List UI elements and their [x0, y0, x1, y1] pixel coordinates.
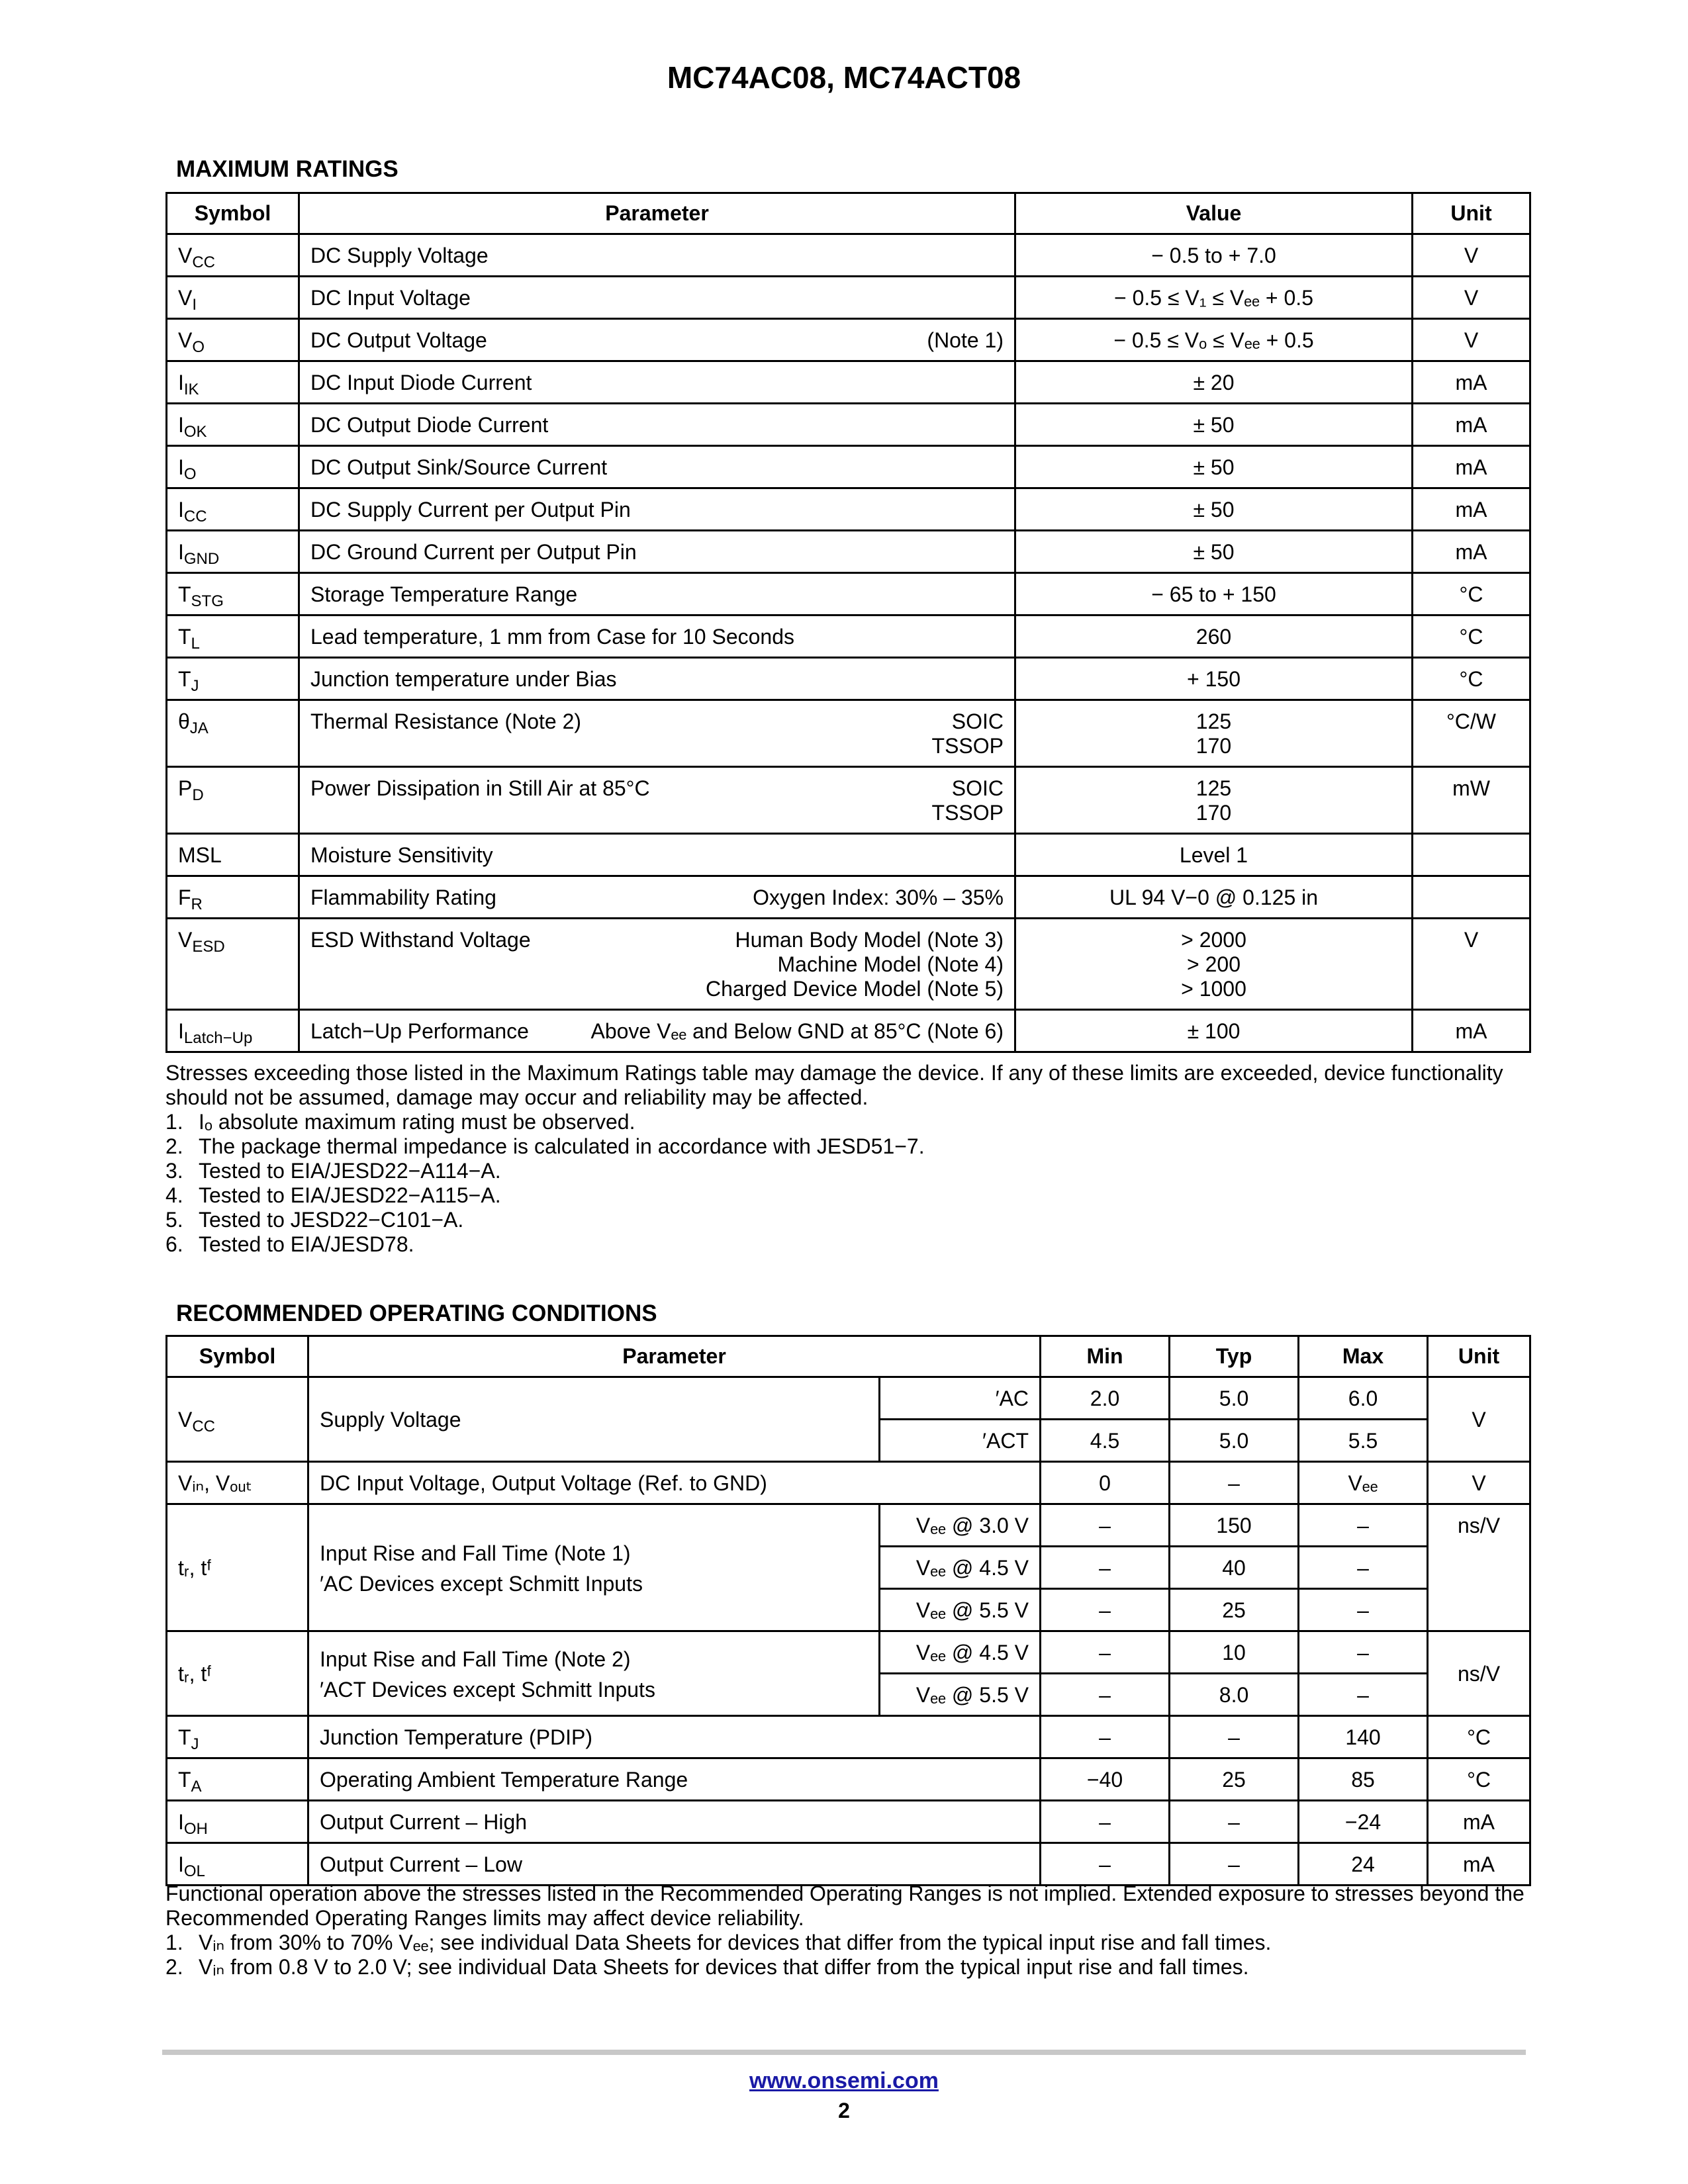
footnote: 5. Tested to JESD22−C101−A.: [165, 1208, 464, 1232]
condition-cell: ′AC: [880, 1377, 1041, 1420]
table-row: [167, 1462, 1530, 1504]
typ-cell: 25: [1170, 1589, 1299, 1631]
unit-cell: V: [1413, 277, 1530, 319]
table-row: [167, 488, 1530, 531]
table-row: [167, 1758, 1530, 1801]
unit-cell: V: [1413, 919, 1530, 1010]
parameter-name: Power Dissipation in Still Air at 85°C: [310, 776, 650, 800]
symbol-cell: $I_{IK}$: [167, 361, 299, 404]
min-cell: 4.5: [1041, 1420, 1170, 1462]
parameter-name: Thermal Resistance (Note 2): [310, 709, 582, 733]
symbol-cell: Vᵢₙ, Vₒᵤₜ: [167, 1462, 308, 1504]
symbol-cell: $\theta_{JA}$: [167, 700, 299, 767]
parameter-condition: Human Body Model (Note 3) Machine Model (Note 4) Charged Device Model (Note 5): [706, 928, 1004, 1001]
footnote: 1. Iₒ absolute maximum rating must be observed.: [165, 1110, 635, 1134]
table-row: [167, 834, 1530, 876]
condition-cell: Vₑₑ @ 5.5 V: [880, 1674, 1041, 1716]
value-cell: UL 94 V−0 @ 0.125 in: [1015, 876, 1413, 919]
min-cell: –: [1041, 1843, 1170, 1886]
symbol-cell: $T_L$: [167, 615, 299, 658]
symbol-cell: MSL: [167, 834, 299, 876]
value-cell: ± 20: [1015, 361, 1413, 404]
max-cell: Vₑₑ: [1299, 1462, 1428, 1504]
table-row: [167, 277, 1530, 319]
value-cell: − 65 to + 150: [1015, 573, 1413, 615]
parameter-cell: [299, 834, 1015, 876]
symbol-cell: $I_{GND}$: [167, 531, 299, 573]
value-cell: ± 50: [1015, 404, 1413, 446]
unit-cell: °C: [1428, 1716, 1530, 1758]
unit-cell: mA: [1413, 404, 1530, 446]
unit-cell: [1413, 876, 1530, 919]
parameter-cell: [299, 531, 1015, 573]
min-cell: 0: [1041, 1462, 1170, 1504]
parameter-name: Lead temperature, 1 mm from Case for 10 Seconds: [310, 625, 795, 649]
parameter-condition: SOIC TSSOP: [931, 709, 1004, 758]
footnote-text: Tested to EIA/JESD78.: [199, 1232, 414, 1256]
value-cell: Level 1: [1015, 834, 1413, 876]
value-cell: 125 170: [1015, 767, 1413, 834]
footnote: 6. Tested to EIA/JESD78.: [165, 1232, 414, 1256]
unit-cell: °C: [1413, 573, 1530, 615]
condition-cell: Vₑₑ @ 5.5 V: [880, 1589, 1041, 1631]
symbol-cell: $T_J$: [167, 1716, 308, 1758]
min-cell: –: [1041, 1631, 1170, 1674]
rec-conditions-notes: [165, 1882, 1529, 1979]
parameter-name: DC Supply Current per Output Pin: [310, 498, 631, 522]
symbol-cell: $P_D$: [167, 767, 299, 834]
column-header: Typ: [1170, 1336, 1299, 1377]
value-cell: − 0.5 ≤ Vₒ ≤ Vₑₑ + 0.5: [1015, 319, 1413, 361]
min-cell: –: [1041, 1547, 1170, 1589]
unit-cell: °C: [1413, 615, 1530, 658]
symbol-cell: $V_{CC}$: [167, 234, 299, 277]
footnote-text: Vᵢₙ from 0.8 V to 2.0 V; see individual Data Sheets for devices that differ from the typical input rise and fall times.: [199, 1955, 1249, 1979]
value-cell: ± 50: [1015, 531, 1413, 573]
value-cell: 260: [1015, 615, 1413, 658]
parameter-cell: [299, 919, 1015, 1010]
column-header: Value: [1015, 193, 1413, 234]
parameter-name: Junction temperature under Bias: [310, 667, 617, 691]
unit-cell: V: [1428, 1462, 1530, 1504]
typ-cell: 150: [1170, 1504, 1299, 1547]
max-cell: –: [1299, 1504, 1428, 1547]
parameter-cell: Supply Voltage: [308, 1377, 880, 1462]
value-cell: ± 100: [1015, 1010, 1413, 1052]
column-header: Parameter: [299, 193, 1015, 234]
parameter-line: ′AC Devices except Schmitt Inputs: [320, 1571, 643, 1596]
typ-cell: –: [1170, 1843, 1299, 1886]
table-row: [167, 1843, 1530, 1886]
symbol-cell: $T_{STG}$: [167, 573, 299, 615]
symbol-cell: tᵣ, tᶠ: [167, 1631, 308, 1716]
min-cell: –: [1041, 1674, 1170, 1716]
symbol-cell: $I_{OH}$: [167, 1801, 308, 1843]
column-header: Parameter: [308, 1336, 1041, 1377]
parameter-cell: DC Input Voltage, Output Voltage (Ref. to GND): [308, 1462, 1041, 1504]
symbol-cell: $V_I$: [167, 277, 299, 319]
typ-cell: 10: [1170, 1631, 1299, 1674]
footnote: 2. Vᵢₙ from 0.8 V to 2.0 V; see individual Data Sheets for devices that differ from the typical input rise and fall times.: [165, 1955, 1249, 1979]
parameter-cell: [299, 615, 1015, 658]
symbol-cell: tᵣ, tᶠ: [167, 1504, 308, 1631]
parameter-cell: [299, 1010, 1015, 1052]
stress-note: Stresses exceeding those listed in the Maximum Ratings table may damage the device. If any of these limits are exceeded, device functionality should not be assumed, damage may occur and reliability may be affected.: [165, 1061, 1503, 1109]
max-ratings-notes: [165, 1061, 1529, 1257]
rec-conditions-table: [165, 1335, 1531, 1886]
symbol-cell: $T_A$: [167, 1758, 308, 1801]
table-row: [167, 404, 1530, 446]
condition-cell: Vₑₑ @ 4.5 V: [880, 1547, 1041, 1589]
typ-cell: 5.0: [1170, 1377, 1299, 1420]
unit-cell: mA: [1413, 446, 1530, 488]
unit-cell: V: [1428, 1377, 1530, 1462]
table-row: [167, 531, 1530, 573]
parameter-cell: [299, 700, 1015, 767]
parameter-name: DC Ground Current per Output Pin: [310, 540, 637, 564]
table-row: [167, 700, 1530, 767]
typ-cell: –: [1170, 1801, 1299, 1843]
parameter-condition: Oxygen Index: 30% – 35%: [753, 886, 1004, 909]
unit-cell: mA: [1413, 1010, 1530, 1052]
max-cell: −24: [1299, 1801, 1428, 1843]
parameter-line: Input Rise and Fall Time (Note 2): [320, 1647, 631, 1671]
parameter-name: DC Output Voltage: [310, 328, 487, 352]
parameter-cell: [308, 1504, 880, 1631]
min-cell: –: [1041, 1504, 1170, 1547]
min-cell: 2.0: [1041, 1377, 1170, 1420]
table-row: [167, 919, 1530, 1010]
parameter-name: Storage Temperature Range: [310, 582, 578, 606]
max-ratings-table: [165, 192, 1531, 1053]
table-row: [167, 1010, 1530, 1052]
unit-cell: V: [1413, 234, 1530, 277]
unit-cell: °C/W: [1413, 700, 1530, 767]
parameter-cell: [299, 446, 1015, 488]
unit-cell: mA: [1428, 1801, 1530, 1843]
column-header: Symbol: [167, 193, 299, 234]
parameter-cell: [299, 876, 1015, 919]
typ-cell: 25: [1170, 1758, 1299, 1801]
symbol-cell: $I_{CC}$: [167, 488, 299, 531]
unit-cell: [1413, 834, 1530, 876]
unit-cell: mA: [1413, 488, 1530, 531]
parameter-cell: [299, 404, 1015, 446]
parameter-cell: [299, 767, 1015, 834]
footnote: 1. Vᵢₙ from 30% to 70% Vₑₑ; see individual Data Sheets for devices that differ from the typical input rise and fall times.: [165, 1931, 1272, 1954]
condition-cell: Vₑₑ @ 3.0 V: [880, 1504, 1041, 1547]
footnote-text: Tested to EIA/JESD22−A114−A.: [199, 1159, 501, 1183]
max-cell: –: [1299, 1674, 1428, 1716]
table-row: [167, 319, 1530, 361]
column-header: Max: [1299, 1336, 1428, 1377]
column-header: Unit: [1413, 193, 1530, 234]
table-row: [167, 658, 1530, 700]
table-row: [167, 1504, 1530, 1547]
symbol-cell: $F_R$: [167, 876, 299, 919]
max-cell: –: [1299, 1547, 1428, 1589]
condition-cell: Vₑₑ @ 4.5 V: [880, 1631, 1041, 1674]
parameter-name: DC Output Sink/Source Current: [310, 455, 608, 479]
parameter-cell: [299, 361, 1015, 404]
parameter-name: DC Supply Voltage: [310, 244, 489, 267]
min-cell: –: [1041, 1716, 1170, 1758]
table-row: [167, 446, 1530, 488]
parameter-cell: [299, 277, 1015, 319]
table-row: [167, 234, 1530, 277]
value-cell: ± 50: [1015, 488, 1413, 531]
parameter-condition: (Note 1): [927, 328, 1004, 352]
table-row: [167, 615, 1530, 658]
footnote: 4. Tested to EIA/JESD22−A115−A.: [165, 1183, 501, 1207]
table-row: [167, 876, 1530, 919]
parameter-cell: [299, 488, 1015, 531]
parameter-cell: [299, 234, 1015, 277]
table-row: [167, 1801, 1530, 1843]
max-cell: –: [1299, 1631, 1428, 1674]
parameter-cell: [299, 573, 1015, 615]
parameter-name: DC Input Voltage: [310, 286, 471, 310]
parameter-line: ′ACT Devices except Schmitt Inputs: [320, 1677, 655, 1702]
symbol-cell: $I_{Latch-Up}$: [167, 1010, 299, 1052]
max-cell: 5.5: [1299, 1420, 1428, 1462]
min-cell: −40: [1041, 1758, 1170, 1801]
parameter-cell: [299, 319, 1015, 361]
unit-cell: °C: [1428, 1758, 1530, 1801]
typ-cell: 5.0: [1170, 1420, 1299, 1462]
unit-cell: V: [1413, 319, 1530, 361]
table-row: [167, 1631, 1530, 1674]
table-row: [167, 573, 1530, 615]
page-number: 2: [838, 2099, 850, 2122]
parameter-line: Input Rise and Fall Time (Note 1): [320, 1541, 631, 1565]
footnote: 3. Tested to EIA/JESD22−A114−A.: [165, 1159, 501, 1183]
unit-cell: ns/V: [1428, 1504, 1530, 1631]
value-cell: + 150: [1015, 658, 1413, 700]
parameter-name: Moisture Sensitivity: [310, 843, 493, 867]
value-cell: 125 170: [1015, 700, 1413, 767]
parameter-cell: Output Current – Low: [308, 1843, 1041, 1886]
table-row: [167, 767, 1530, 834]
footnote-text: Tested to EIA/JESD22−A115−A.: [199, 1183, 501, 1207]
symbol-cell: $I_{OL}$: [167, 1843, 308, 1886]
typ-cell: –: [1170, 1462, 1299, 1504]
column-header: Unit: [1428, 1336, 1530, 1377]
parameter-condition: Above Vₑₑ and Below GND at 85°C (Note 6): [590, 1019, 1004, 1043]
parameter-condition: SOIC TSSOP: [931, 776, 1004, 825]
table-row: [167, 1377, 1530, 1420]
symbol-cell: $V_O$: [167, 319, 299, 361]
unit-cell: mA: [1428, 1843, 1530, 1886]
unit-cell: mW: [1413, 767, 1530, 834]
parameter-cell: Junction Temperature (PDIP): [308, 1716, 1041, 1758]
footnote-text: Tested to JESD22−C101−A.: [199, 1208, 464, 1232]
parameter-cell: Operating Ambient Temperature Range: [308, 1758, 1041, 1801]
value-cell: − 0.5 ≤ V₁ ≤ Vₑₑ + 0.5: [1015, 277, 1413, 319]
footnote-text: Iₒ absolute maximum rating must be observed.: [199, 1110, 635, 1134]
functional-note: Functional operation above the stresses listed in the Recommended Operating Ranges is not implied. Extended exposure to stresses beyond the Recommended Operating Ranges limits may affect device reliability.: [165, 1882, 1524, 1930]
value-cell: − 0.5 to + 7.0: [1015, 234, 1413, 277]
condition-cell: ′ACT: [880, 1420, 1041, 1462]
parameter-name: DC Input Diode Current: [310, 371, 532, 394]
unit-cell: mA: [1413, 531, 1530, 573]
max-cell: 6.0: [1299, 1377, 1428, 1420]
max-cell: 140: [1299, 1716, 1428, 1758]
footer-website-link[interactable]: www.onsemi.com: [749, 2068, 939, 2093]
page-title: MC74AC08, MC74ACT08: [667, 60, 1021, 95]
parameter-name: Flammability Rating: [310, 886, 496, 909]
typ-cell: –: [1170, 1716, 1299, 1758]
symbol-cell: $I_{OK}$: [167, 404, 299, 446]
unit-cell: ns/V: [1428, 1631, 1530, 1716]
value-cell: > 2000 > 200 > 1000: [1015, 919, 1413, 1010]
max-cell: 24: [1299, 1843, 1428, 1886]
parameter-name: ESD Withstand Voltage: [310, 928, 531, 952]
typ-cell: 8.0: [1170, 1674, 1299, 1716]
symbol-cell: $I_O$: [167, 446, 299, 488]
max-cell: –: [1299, 1589, 1428, 1631]
symbol-cell: $V_{CC}$: [167, 1377, 308, 1462]
footnote-text: The package thermal impedance is calculated in accordance with JESD51−7.: [199, 1134, 925, 1158]
parameter-name: Latch−Up Performance: [310, 1019, 529, 1043]
footer-divider: [162, 2050, 1526, 2055]
table-row: [167, 1716, 1530, 1758]
table-row: [167, 361, 1530, 404]
min-cell: –: [1041, 1801, 1170, 1843]
typ-cell: 40: [1170, 1547, 1299, 1589]
unit-cell: °C: [1413, 658, 1530, 700]
parameter-name: DC Output Diode Current: [310, 413, 549, 437]
column-header: Symbol: [167, 1336, 308, 1377]
max-cell: 85: [1299, 1758, 1428, 1801]
rec-conditions-title: RECOMMENDED OPERATING CONDITIONS: [176, 1300, 657, 1326]
max-ratings-title: MAXIMUM RATINGS: [176, 156, 399, 182]
parameter-cell: [299, 658, 1015, 700]
footnote-text: Vᵢₙ from 30% to 70% Vₑₑ; see individual Data Sheets for devices that differ from the typical input rise and fall times.: [199, 1931, 1272, 1954]
footnote: 2. The package thermal impedance is calculated in accordance with JESD51−7.: [165, 1134, 925, 1158]
symbol-cell: $V_{ESD}$: [167, 919, 299, 1010]
value-cell: ± 50: [1015, 446, 1413, 488]
unit-cell: mA: [1413, 361, 1530, 404]
symbol-cell: $T_J$: [167, 658, 299, 700]
min-cell: –: [1041, 1589, 1170, 1631]
parameter-cell: [308, 1631, 880, 1716]
column-header: Min: [1041, 1336, 1170, 1377]
parameter-cell: Output Current – High: [308, 1801, 1041, 1843]
